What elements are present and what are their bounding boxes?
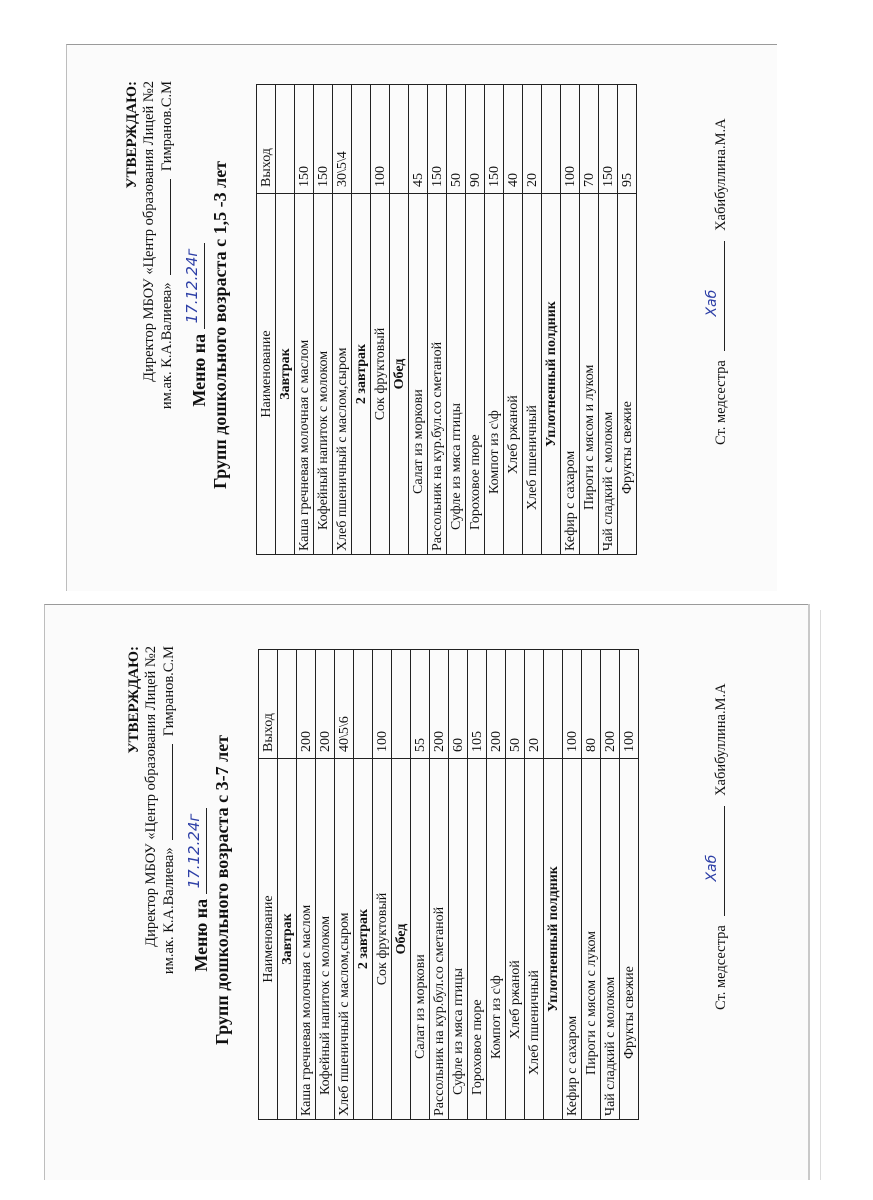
table-row: Салат из моркови 45 [409,85,428,555]
table-row: Рассольник на кур.бул.со сметаной 200 [430,650,449,1120]
approval-school-line: им.ак. К.А.Валиева» [159,282,175,410]
nurse-label: Ст. медсестра [713,360,729,445]
table-row: Хлеб пшеничный с маслом,сыром 30\5\4 [333,85,352,555]
table-row: Суфле из мяса птицы 50 [447,85,466,555]
menu-subtitle: Групп дошкольного возраста с 3-7 лет [212,734,232,1046]
director-signature-line [158,179,171,275]
menu-date-handwritten: 17.12.24г [183,248,201,324]
nurse-name: Хабибуллина.М.А [713,118,729,231]
director-signature-line [160,744,173,840]
menu-date-handwritten: 17.12.24г [185,813,203,889]
table-row: Кофейный напиток с молоком 200 [316,650,335,1120]
column-header-output: Выход [259,650,278,759]
table-row: Салат из моркови 55 [411,650,430,1120]
approval-school-line: им.ак. К.А.Валиева» [161,847,177,975]
table-header-row [257,85,276,555]
section-row: Уплотненный полдник [542,85,561,555]
table-row: Гороховое пюре 105 [468,650,487,1120]
table-row: Сок фруктовый 100 [373,650,392,1120]
section-row: 2 завтрак [354,650,373,1120]
nurse-label: Ст. медсестра [713,925,729,1010]
scan-edge-line [808,604,810,1180]
table-row: Хлеб ржаной 40 [504,85,523,555]
table-row: Гороховое пюре 90 [466,85,485,555]
table-row: Чай сладкий с молоком 200 [601,650,620,1120]
nurse-signature-row [704,683,730,1010]
nurse-name: Хабибуллина.М.А [713,683,729,796]
section-row: Уплотненный полдник [544,650,563,1120]
nurse-signature-row [704,118,730,445]
approval-heading: УТВЕРЖДАЮ: [126,646,142,754]
approval-block [124,81,176,409]
menu-title: Меню на 17.12.24г [190,640,212,1140]
table-row: Кофейный напиток с молоком 150 [314,85,333,555]
menu-page-preschool [122,640,729,1140]
column-header-output: Выход [257,85,276,194]
menu-table [258,649,639,1120]
nurse-signature-line [704,241,725,351]
approval-heading: УТВЕРЖДАЮ: [124,81,140,189]
approval-signer: Гимранов.С.М [159,81,175,172]
table-row: Рассольник на кур.бул.со сметаной 150 [428,85,447,555]
menu-subtitle: Групп дошкольного возраста с 1,5 -3 лет [210,160,230,490]
menu-page-toddlers [120,75,729,575]
table-row: Компот из с\ф 200 [487,650,506,1120]
nurse-signature-handwritten: Хаб [704,854,720,882]
table-row: Чай сладкий с молоком 150 [599,85,618,555]
nurse-signature-handwritten: Хаб [704,289,720,317]
table-row: Хлеб пшеничный 20 [525,650,544,1120]
scan-edge-line [820,610,821,1180]
table-row: Компот из с\ф 150 [485,85,504,555]
nurse-signature-line [704,806,725,916]
approval-signer: Гимранов.С.М [161,646,177,737]
menu-title: Меню на 17.12.24г [188,75,210,575]
section-row: Обед [390,85,409,555]
table-row: Каша гречневая молочная с маслом 200 [297,650,316,1120]
table-row: Хлеб ржаной 50 [506,650,525,1120]
section-row: 2 завтрак [352,85,371,555]
table-row: Фрукты свежие 100 [620,650,639,1120]
approval-director-line: Директор МБОУ «Центр образования Лицей №2 [143,646,159,947]
table-row: Суфле из мяса птицы 60 [449,650,468,1120]
menu-date-field [185,808,207,894]
table-row: Фрукты свежие 95 [618,85,637,555]
table-row: Сок фруктовый 100 [371,85,390,555]
column-header-name: Наименование [259,759,278,1120]
approval-block [126,646,178,974]
table-header-row [259,650,278,1120]
table-row: Пироги с мясом и луком 70 [580,85,599,555]
section-row: Завтрак [278,650,297,1120]
menu-date-field [183,243,205,329]
column-header-name: Наименование [257,194,276,555]
approval-director-line: Директор МБОУ «Центр образования Лицей №2 [141,81,157,382]
table-row: Хлеб пшеничный с маслом,сыром 40\5\6 [335,650,354,1120]
section-row: Обед [392,650,411,1120]
table-row: Кефир с сахаром 100 [563,650,582,1120]
section-row: Завтрак [276,85,295,555]
menu-table [256,84,637,555]
table-row: Пироги с мясом с луком 80 [582,650,601,1120]
table-row: Кефир с сахаром 100 [561,85,580,555]
table-row: Хлеб пшеничный 20 [523,85,542,555]
table-row: Каша гречневая молочная с маслом 150 [295,85,314,555]
